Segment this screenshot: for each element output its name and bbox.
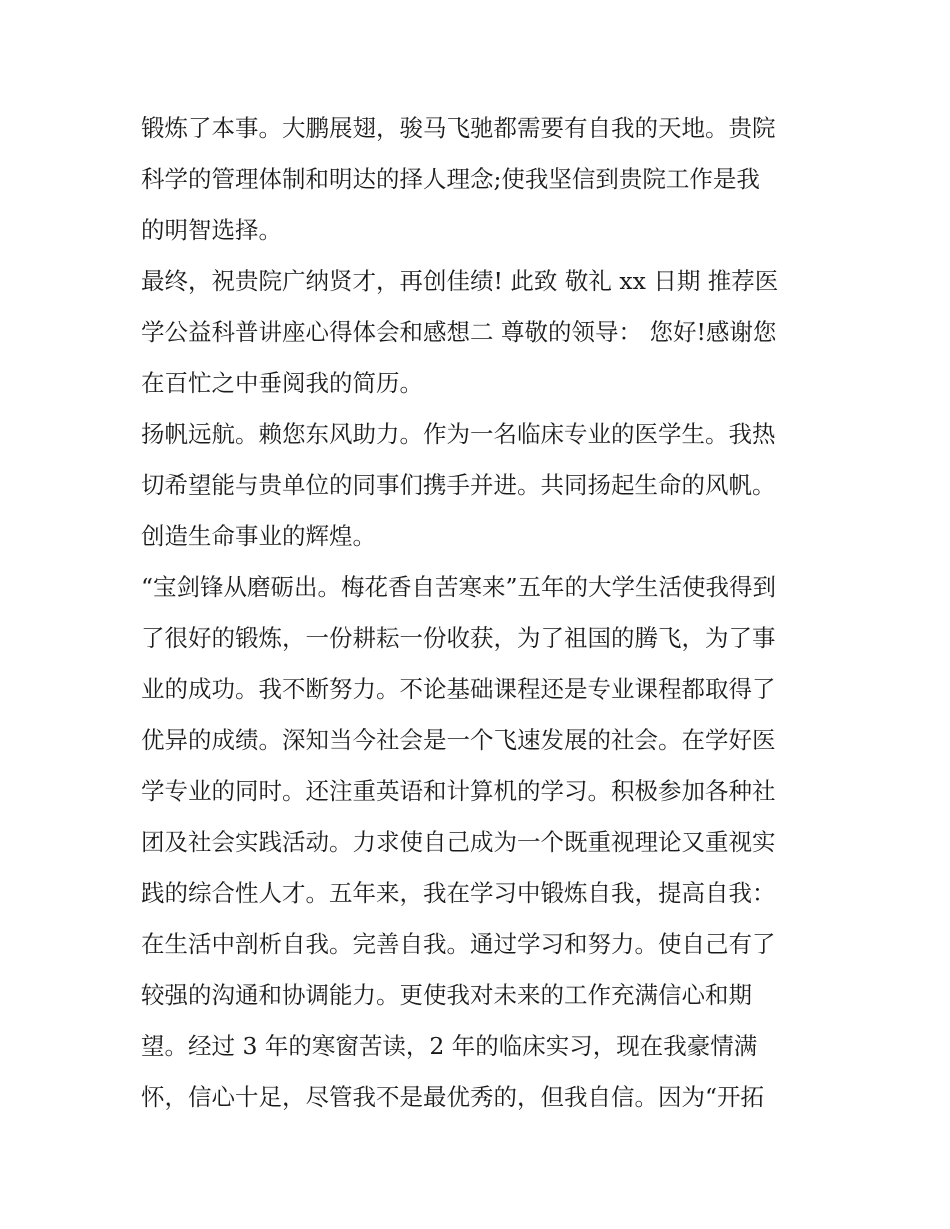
text-line: 怀，信心十足，尽管我不是最优秀的，但我自信。因为“开拓 [141, 1083, 765, 1111]
text-line: 学公益科普讲座心得体会和感想二 尊敬的领导： 您好!感谢您 [141, 318, 777, 346]
text-line: 最终，祝贵院广纳贤才，再创佳绩! 此致 敬礼 xx 日期 推荐医 [141, 267, 779, 295]
text-line: 扬帆远航。赖您东风助力。作为一名临床专业的医学生。我热 [141, 420, 776, 448]
text-line: 践的综合性人才。五年来，我在学习中锻炼自我，提高自我： [141, 879, 776, 907]
text-line: 优异的成绩。深知当今社会是一个飞速发展的社会。在学好医 [141, 726, 776, 754]
text-line: 业的成功。我不断努力。不论基础课程还是专业课程都取得了 [141, 675, 776, 703]
text-line: 切希望能与贵单位的同事们携手并进。共同扬起生命的风帆。 [141, 471, 776, 499]
body-text [141, 103, 821, 1123]
text-line: 科学的管理体制和明达的择人理念;使我坚信到贵院工作是我 [141, 165, 760, 193]
text-line: 的明智选择。 [141, 216, 282, 244]
text-line: 在百忙之中垂阅我的简历。 [141, 369, 423, 397]
text-line: 在生活中剖析自我。完善自我。通过学习和努力。使自己有了 [141, 930, 776, 958]
text-line: 较强的沟通和协调能力。更使我对未来的工作充满信心和期 [141, 981, 752, 1009]
text-line: 望。经过 3 年的寒窗苦读，2 年的临床实习，现在我豪情满 [141, 1032, 758, 1060]
text-line: 锻炼了本事。大鹏展翅，骏马飞驰都需要有自我的天地。贵院 [141, 114, 776, 142]
text-line: “宝剑锋从磨砺出。梅花香自苦寒来”五年的大学生活使我得到 [141, 573, 777, 601]
text-line: 创造生命事业的辉煌。 [141, 522, 376, 550]
text-line: 团及社会实践活动。力求使自己成为一个既重视理论又重视实 [141, 828, 776, 856]
text-line: 了很好的锻炼，一份耕耘一份收获，为了祖国的腾飞，为了事 [141, 624, 776, 652]
text-line: 学专业的同时。还注重英语和计算机的学习。积极参加各种社 [141, 777, 776, 805]
